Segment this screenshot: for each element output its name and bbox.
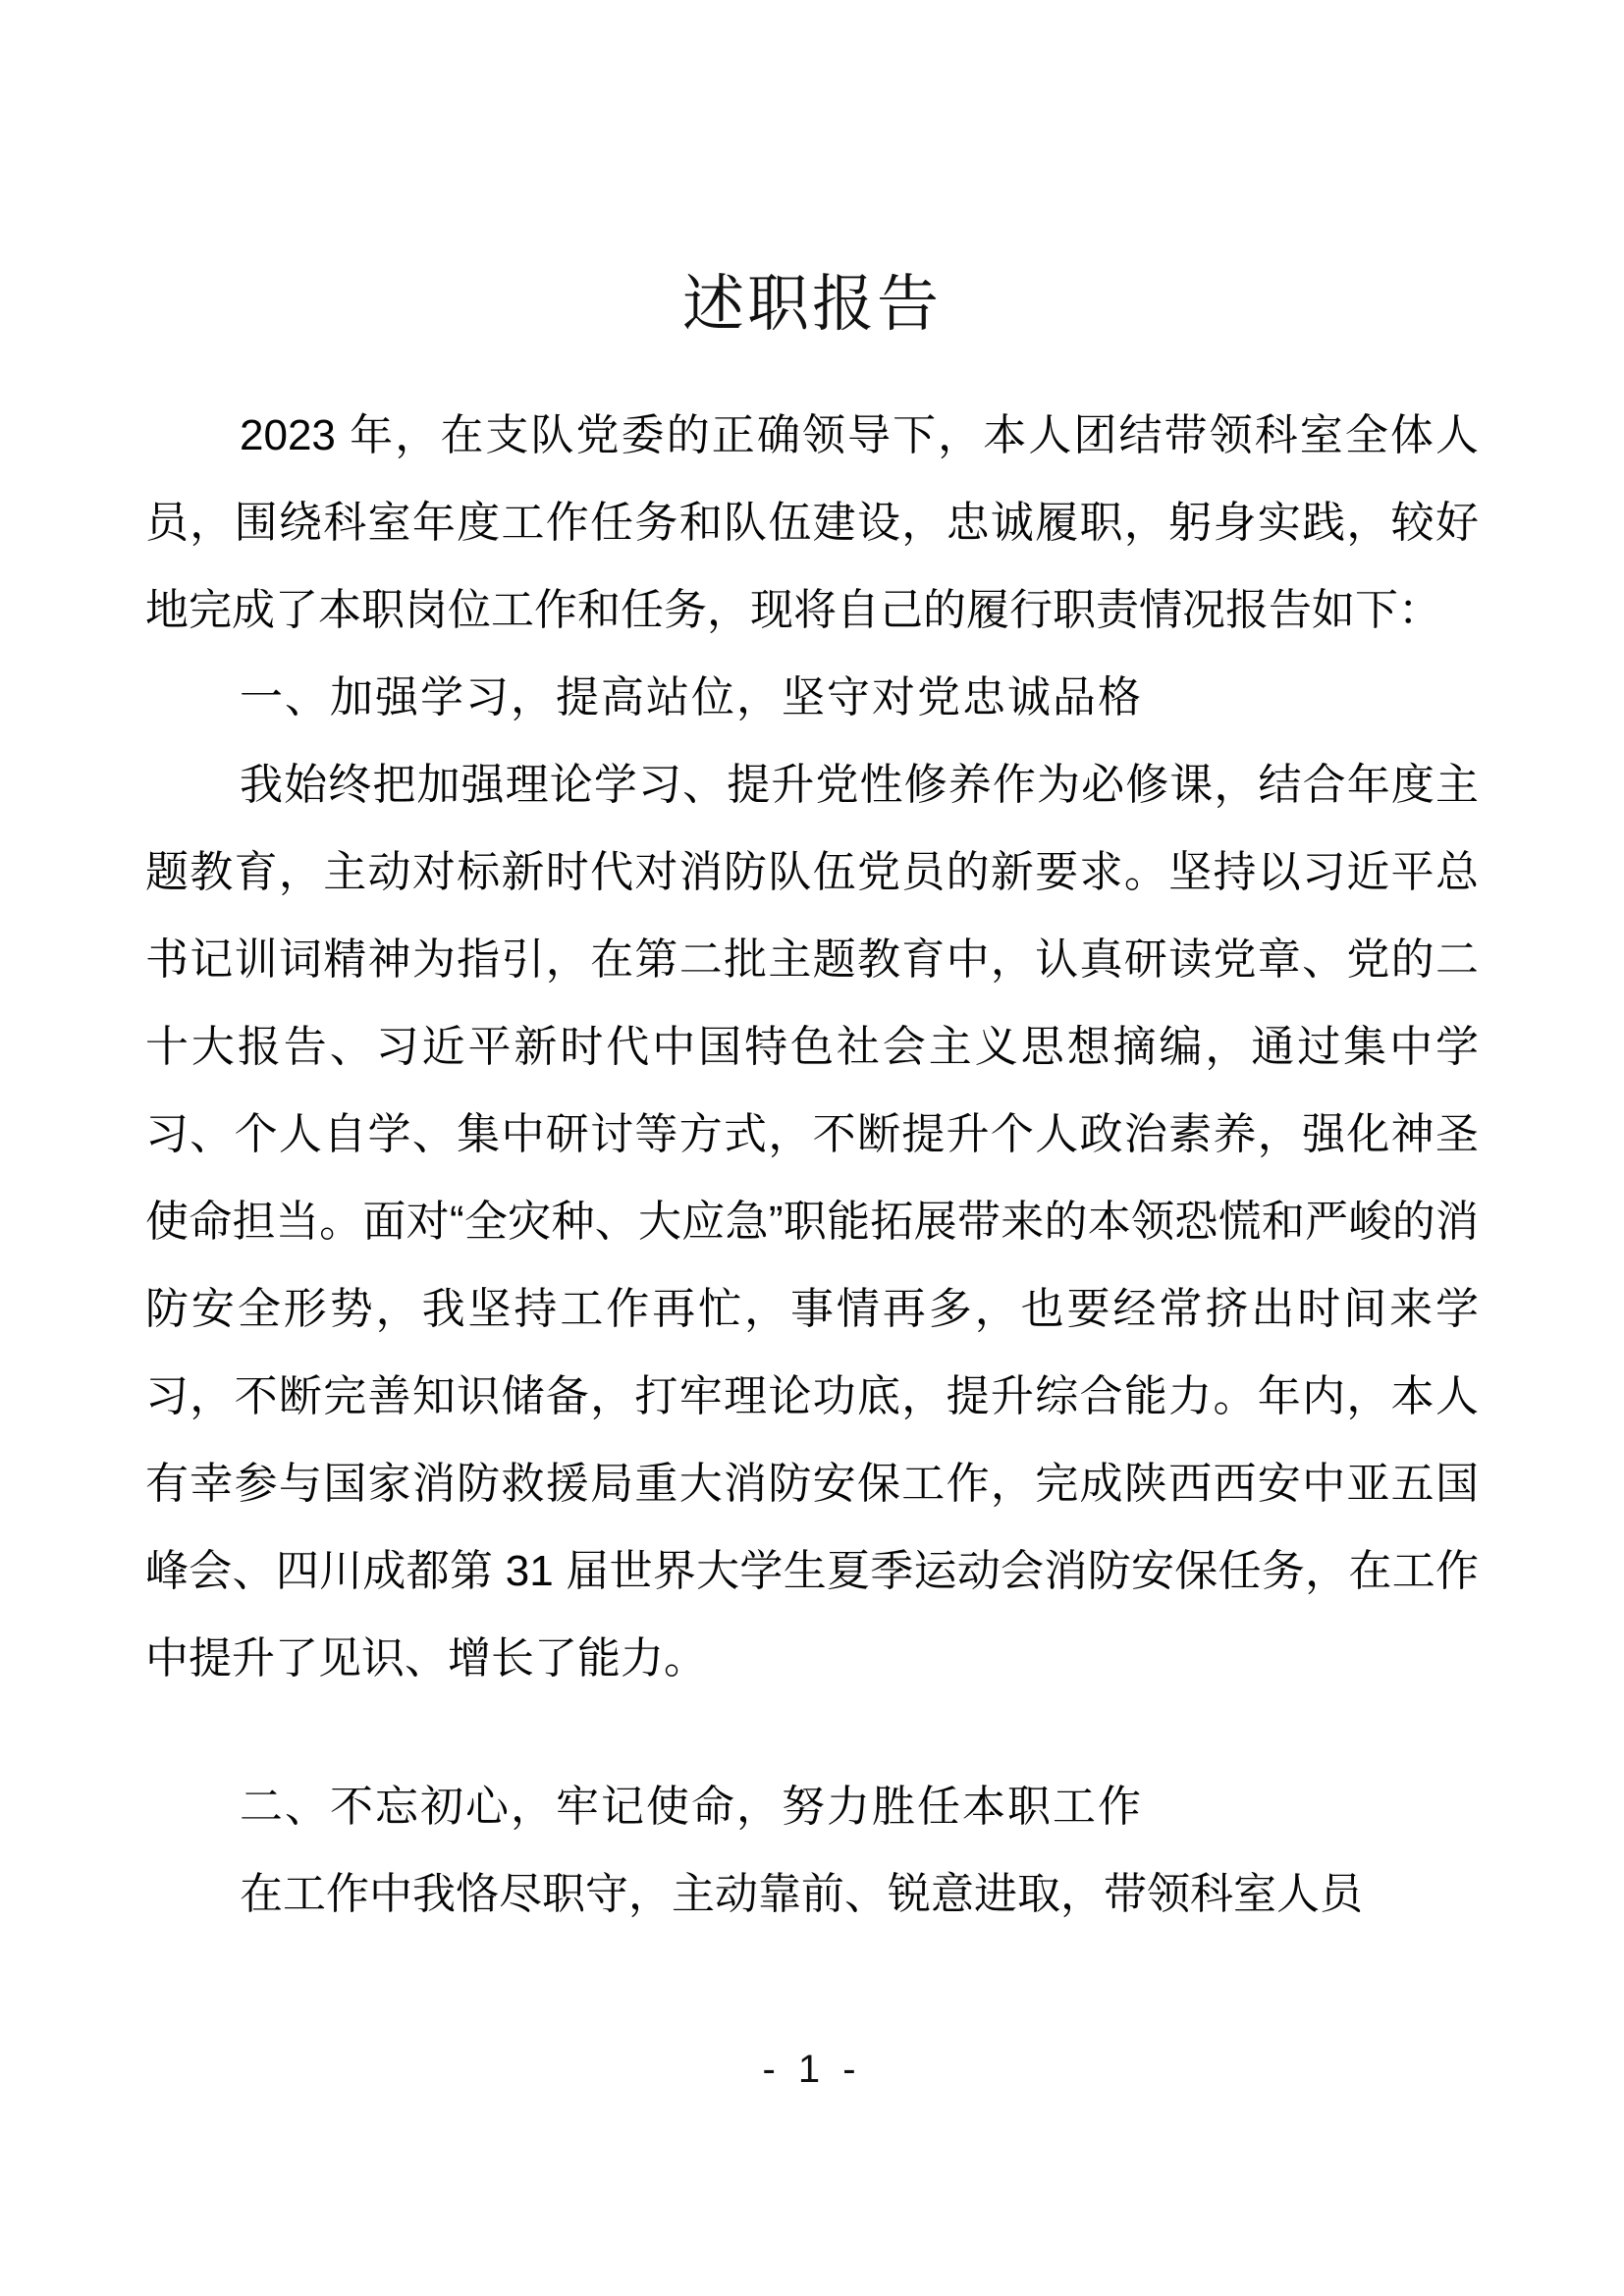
section-spacer bbox=[145, 1702, 1479, 1763]
page-content bbox=[145, 0, 1479, 1938]
opening-paragraph: 2023 年，在支队党委的正确领导下，本人团结带领科室全体人员，围绕科室年度工作任务和队伍建设，忠诚履职，躬身实践，较好地完成了本职岗位工作和任务，现将自己的履行职责情况报告如下： bbox=[145, 411, 1479, 635]
document-body bbox=[145, 392, 1479, 1938]
section-two-heading: 二、不忘初心，牢记使命，努力胜任本职工作 bbox=[240, 1783, 1143, 1832]
section-one-paragraph: 我始终把加强理论学习、提升党性修养作为必修课，结合年度主题教育，主动对标新时代对消防队伍党员的新要求。坚持以习近平总书记训词精神为指引，在第二批主题教育中，认真研读党章、党的二十大报告、习近平新时代中国特色社会主义思想摘编，通过集中学习、个人自学、集中研讨等方式，不断提升个人政治素养，强化神圣使命担当。面对“全灾种、大应急”职能拓展带来的本领恐慌和严峻的消防安全形势，我坚持工作再忙，事情再多，也要经常挤出时间来学习，不断完善知识储备，打牢理论功底，提升综合能力。年内，本人有幸参与国家消防救援局重大消防安保工作，完成陕西西安中亚五国峰会、四川成都第 31 届世界大学生夏季运动会消防安保任务，在工作中提升了见识、增长了能力。 bbox=[145, 761, 1479, 1683]
page-title: 述职报告 bbox=[682, 270, 942, 339]
section-two-paragraph: 在工作中我恪尽职守，主动靠前、锐意进取，带领科室人员 bbox=[240, 1870, 1363, 1919]
page-number: - 1 - bbox=[762, 2048, 862, 2091]
section-one-heading: 一、加强学习，提高站位，坚守对党忠诚品格 bbox=[240, 673, 1143, 722]
